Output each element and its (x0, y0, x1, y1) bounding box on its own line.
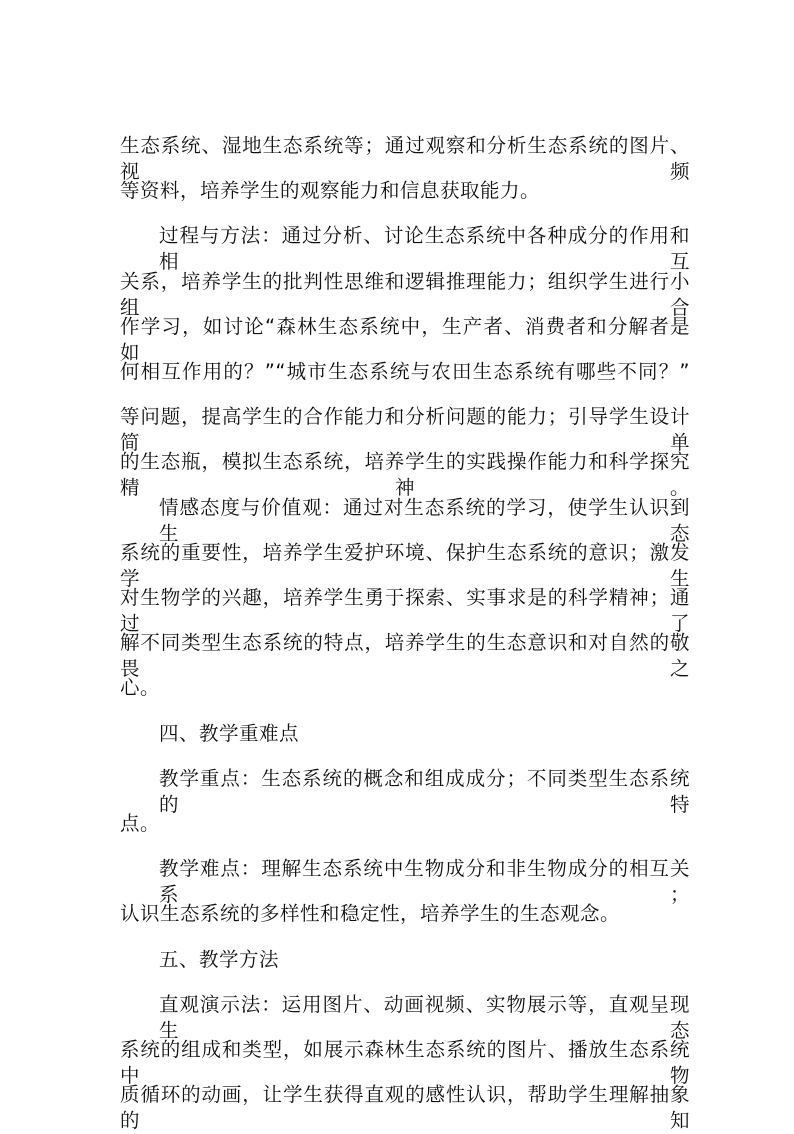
text-line: 教学重点：生态系统的概念和组成成分；不同类型生态系统的特 (159, 767, 690, 816)
text-line: 的生态瓶，模拟生态系统，培养学生的实践操作能力和科学探究精神。 (120, 450, 690, 499)
text-line: 系统的组成和类型，如展示森林生态系统的图片、播放生态系统中物 (120, 1038, 690, 1087)
text-line: 对生物学的兴趣，培养学生勇于探索、实事求是的科学精神；通过了 (120, 586, 690, 635)
text-line: 直观演示法：运用图片、动画视频、实物展示等，直观呈现生态 (159, 993, 690, 1042)
text-line: 情感态度与价值观：通过对生态系统的学习，使学生认识到生态 (159, 496, 690, 545)
text-line: 作学习，如讨论“森林生态系统中，生产者、消费者和分解者是如 (120, 315, 690, 364)
text-line: 何相互作用的？”“城市生态系统与农田生态系统有哪些不同？” (120, 360, 690, 383)
text-line: 系统的重要性，培养学生爱护环境、保护生态系统的意识；激发学生 (120, 541, 690, 590)
text-line: 教学难点：理解生态系统中生物成分和非生物成分的相互关系； (159, 857, 690, 906)
text-line: 点。 (120, 812, 161, 835)
text-line: 解不同类型生态系统的特点，培养学生的生态意识和对自然的敬畏之 (120, 631, 690, 680)
section-heading: 五、教学方法 (159, 948, 280, 971)
text-line: 关系，培养学生的批判性思维和逻辑推理能力；组织学生进行小组合 (120, 270, 690, 319)
text-line: 质循环的动画，让学生获得直观的感性认识，帮助学生理解抽象的知 (120, 1083, 690, 1132)
text-line: 生态系统、湿地生态系统等；通过观察和分析生态系统的图片、视频 (120, 134, 690, 183)
text-line: 等问题，提高学生的合作能力和分析问题的能力；引导学生设计简单 (120, 405, 690, 454)
text-line: 等资料，培养学生的观察能力和信息获取能力。 (120, 179, 541, 202)
text-line: 过程与方法：通过分析、讨论生态系统中各种成分的作用和相互 (159, 224, 690, 273)
text-line: 心。 (120, 676, 161, 699)
text-line: 认识生态系统的多样性和稳定性，培养学生的生态观念。 (120, 902, 621, 925)
section-heading: 四、教学重难点 (159, 722, 300, 745)
